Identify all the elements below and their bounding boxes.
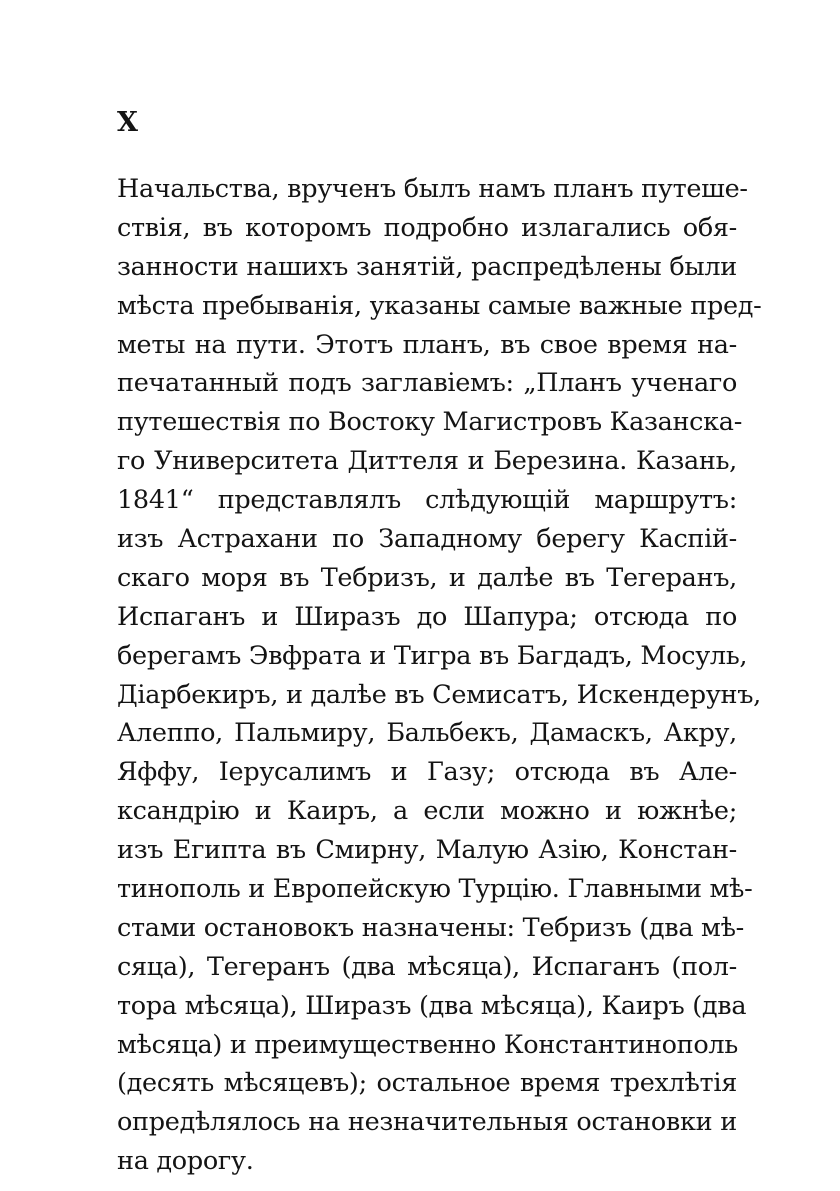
text-line: на дорогу.	[117, 1146, 254, 1177]
text-line: занности нашихъ занятій, распредѣлены были	[117, 251, 737, 282]
body-text	[117, 170, 762, 1181]
text-line: опредѣлялось на незначительныя остановки и	[117, 1107, 737, 1138]
page-number: X	[117, 107, 138, 138]
text-line: (десять мѣсяцевъ); остальное время трехлѣтія	[117, 1068, 737, 1099]
text-line: стами остановокъ назначены: Тебризъ (два мѣ-	[117, 912, 744, 943]
text-line: изъ Египта въ Смирну, Малую Азію, Констан-	[117, 835, 737, 866]
text-line: Алеппо, Пальмиру, Бальбекъ, Дамаскъ, Акру,	[117, 718, 737, 749]
text-line: изъ Астрахани по Западному берегу Каспій-	[117, 524, 737, 555]
text-line: берегамъ Эвфрата и Тигра въ Багдадъ, Мосуль,	[117, 640, 748, 671]
text-line: го Университета Диттеля и Березина. Казань,	[117, 446, 737, 477]
text-line: 1841“ представлялъ слѣдующій маршрутъ:	[117, 485, 737, 516]
text-line: путешествія по Востоку Магистровъ Казанска-	[117, 407, 743, 438]
text-line: тинополь и Европейскую Турцію. Главными мѣ-	[117, 874, 753, 905]
text-line: Начальства, врученъ былъ намъ планъ путеше-	[117, 174, 748, 204]
text-line: тора мѣсяца), Ширазъ (два мѣсяца), Каиръ (два	[117, 990, 747, 1021]
text-line: ксандрію и Каиръ, а если можно и южнѣе;	[117, 796, 737, 827]
text-line: сяца), Тегеранъ (два мѣсяца), Испаганъ (пол-	[117, 951, 737, 982]
text-line: Яффу, Іерусалимъ и Газу; отсюда въ Але-	[117, 757, 737, 788]
text-line: ствія, въ которомъ подробно излагались обя-	[117, 212, 737, 243]
text-line: скаго моря въ Тебризъ, и далѣе въ Тегеранъ,	[117, 562, 737, 593]
text-line: Діарбекиръ, и далѣе въ Семисатъ, Искендерунъ,	[117, 679, 761, 710]
text-line: печатанный подъ заглавіемъ: „Планъ ученаго	[117, 368, 737, 399]
text-line: мѣста пребыванія, указаны самые важные пред-	[117, 290, 762, 321]
text-line: мѣсяца) и преимущественно Константинополь	[117, 1029, 738, 1060]
text-line: меты на пути. Этотъ планъ, въ свое время на-	[117, 329, 737, 360]
text-line: Испаганъ и Ширазъ до Шапура; отсюда по	[117, 601, 737, 632]
